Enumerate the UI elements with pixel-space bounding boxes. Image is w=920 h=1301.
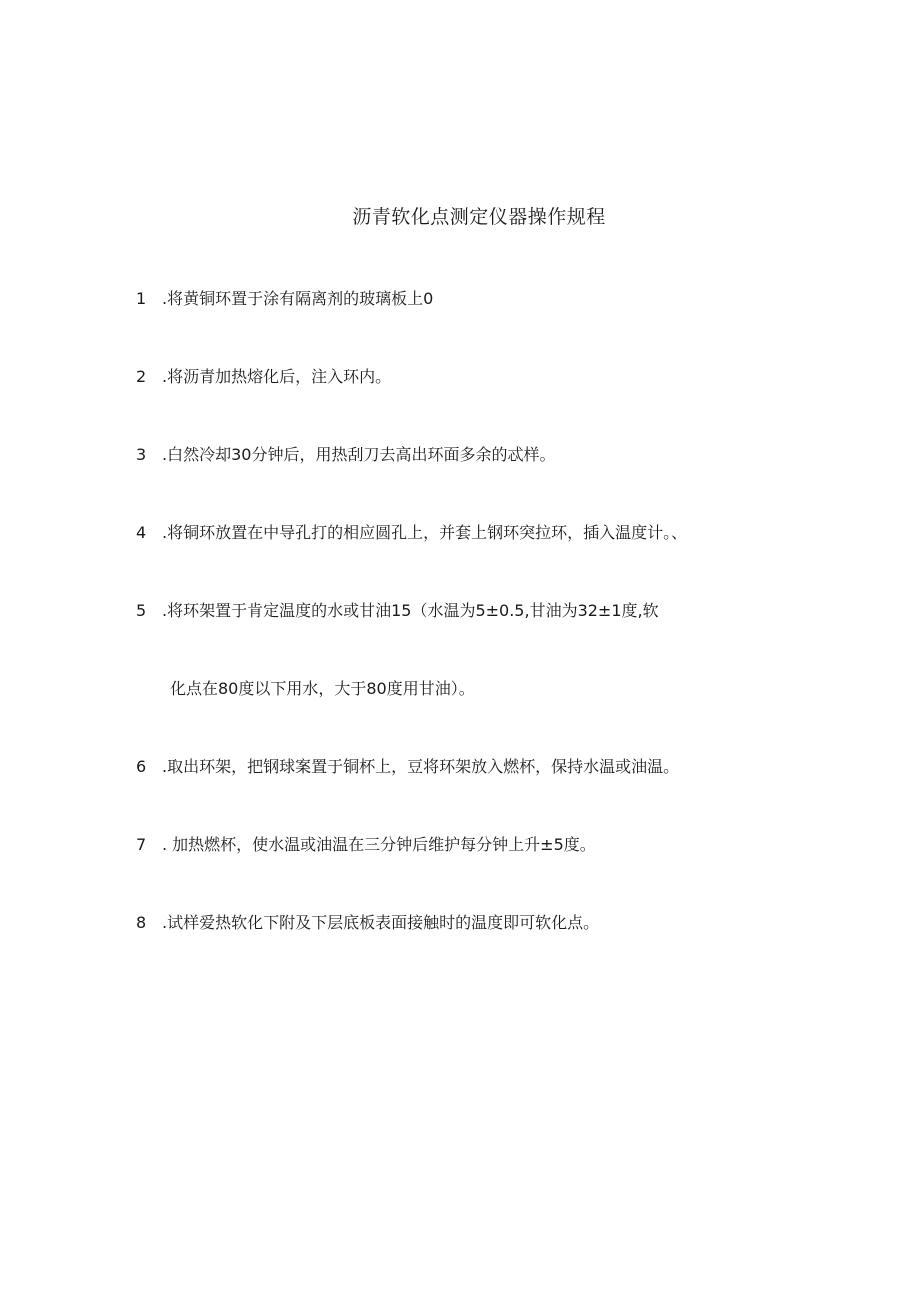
- step-text: .白然冷却30分钟后，用热刮刀去高出环面多余的忒样。: [162, 445, 556, 464]
- step-text: .将铜环放置在中导孔打的相应圆孔上，并套上钢环突拉环，插入温度计。、: [162, 523, 688, 542]
- step-5: [136, 600, 659, 622]
- step-text: .将黄铜环置于涂有隔离剂的玻璃板上0: [162, 289, 434, 308]
- step-number: 8: [136, 913, 147, 932]
- step-7: [136, 834, 596, 856]
- step-3: [136, 444, 555, 466]
- document-title: 沥青软化点测定仪器操作规程: [352, 206, 606, 228]
- step-number: 7: [136, 835, 147, 854]
- step-number: 2: [136, 367, 147, 386]
- step-text: .将沥青加热熔化后，注入环内。: [162, 367, 392, 386]
- step-1: [136, 288, 433, 310]
- step-number: 1: [136, 289, 147, 308]
- step-text: .试样爱热软化下附及下层底板表面接触时的温度即可软化点。: [162, 913, 600, 932]
- step-number: 6: [136, 757, 147, 776]
- step-5-continuation: 化点在80度以下用水，大于80度用甘油）。: [170, 679, 475, 698]
- step-number: 4: [136, 523, 147, 542]
- step-4: [136, 522, 687, 544]
- step-number: 3: [136, 445, 147, 464]
- step-8: [136, 912, 599, 934]
- step-number: 5: [136, 601, 147, 620]
- step-text: .取出环架，把钢球案置于铜杯上，豆将环架放入燃杯，保持水温或油温。: [162, 757, 680, 776]
- step-6: [136, 756, 679, 778]
- step-text: .将环架置于肯定温度的水或甘油15（水温为5±0.5,甘油为32±1度,软: [162, 601, 659, 620]
- step-2: [136, 366, 391, 388]
- step-text: . 加热燃杯，使水温或油温在三分钟后维护每分钟上升±5度。: [162, 835, 596, 854]
